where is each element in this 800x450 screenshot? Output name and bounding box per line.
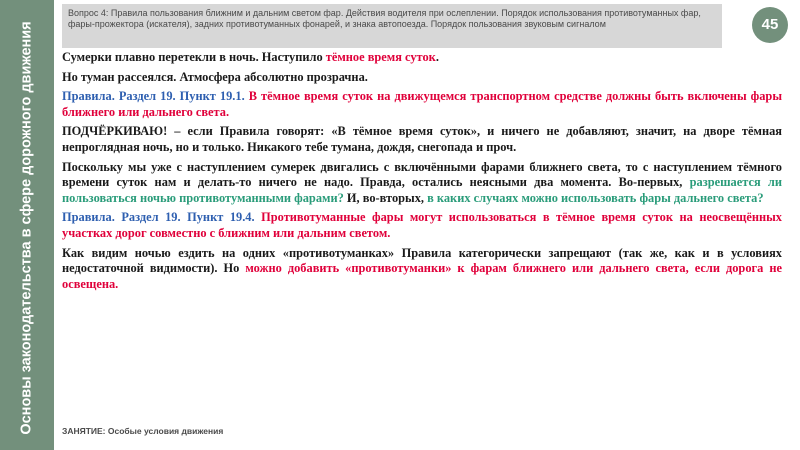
paragraph-1 xyxy=(62,50,782,66)
p1-end: . xyxy=(435,50,439,64)
rule-text-19-1: В тёмное время суток на движущемся транспортном средстве должны быть включены фары ближнего или дальнего света. xyxy=(62,89,782,119)
sidebar xyxy=(0,0,54,450)
footer-lesson: ЗАНЯТИЕ: Особые условия движения xyxy=(62,426,224,436)
slide-number-badge: 45 xyxy=(752,7,788,43)
rule-ref-19-4: Правила. Раздел 19. Пункт 19.4. xyxy=(62,210,255,225)
sidebar-title: Основы законодательства в сфере дорожного движения xyxy=(18,21,35,435)
main-content xyxy=(62,50,782,296)
p7-highlight: можно добавить «противотуманки» к фарам ближнего или дальнего света, если дорога не освещена. xyxy=(62,261,782,291)
rule-text-19-4: Противотуманные фары могут использоваться в тёмное время суток на неосвещённых участках дорог совместно с ближним или дальним светом. xyxy=(62,210,782,240)
rule-ref-19-1: Правила. Раздел 19. Пункт 19.1. xyxy=(62,89,245,104)
p1-text: Сумерки плавно перетекли в ночь. Наступило xyxy=(62,50,326,64)
paragraph-7 xyxy=(62,246,782,293)
p5-question-1: разрешается ли пользоваться ночью противотуманными фарами? xyxy=(62,175,783,205)
p7-text-a: Как видим ночью ездить на одних «противотуманках» Правила категорически запрещают (так же, как и в условиях недостаточной видимости). Но xyxy=(62,245,782,276)
paragraph-5 xyxy=(62,160,782,207)
p5-question-2: в каких случаях можно использовать фары дальнего света? xyxy=(427,190,764,205)
p5-text-c: И, во-вторых, xyxy=(343,190,428,205)
question-header: Вопрос 4: Правила пользования ближним и дальним светом фар. Действия водителя при ослеплении. Порядок использования противотуманных фар, фары-прожектора (искателя), задних противотуманных фонарей, и знака автопоезда. Порядок пользования звуковым сигналом xyxy=(62,4,722,48)
paragraph-3 xyxy=(62,89,782,120)
paragraph-6 xyxy=(62,210,782,241)
paragraph-2: Но туман рассеялся. Атмосфера абсолютно прозрачна. xyxy=(62,69,368,84)
p1-highlight: тёмное время суток xyxy=(325,50,436,64)
p5-text-a: Поскольку мы уже с наступлением сумерек двигались с включёнными фарами ближнего света, то с наступлением тёмного времени суток нам и делать-то ничего не надо. Правда, остались неясными два момента. Во-первых, xyxy=(62,159,782,190)
paragraph-4: ПОДЧЁРКИВАЮ! – если Правила говорят: «В тёмное время суток», и ничего не добавляют, значит, на дворе тёмная непроглядная ночь, но и только. Никакого тебе тумана, дождя, снегопада и проч. xyxy=(62,124,782,154)
